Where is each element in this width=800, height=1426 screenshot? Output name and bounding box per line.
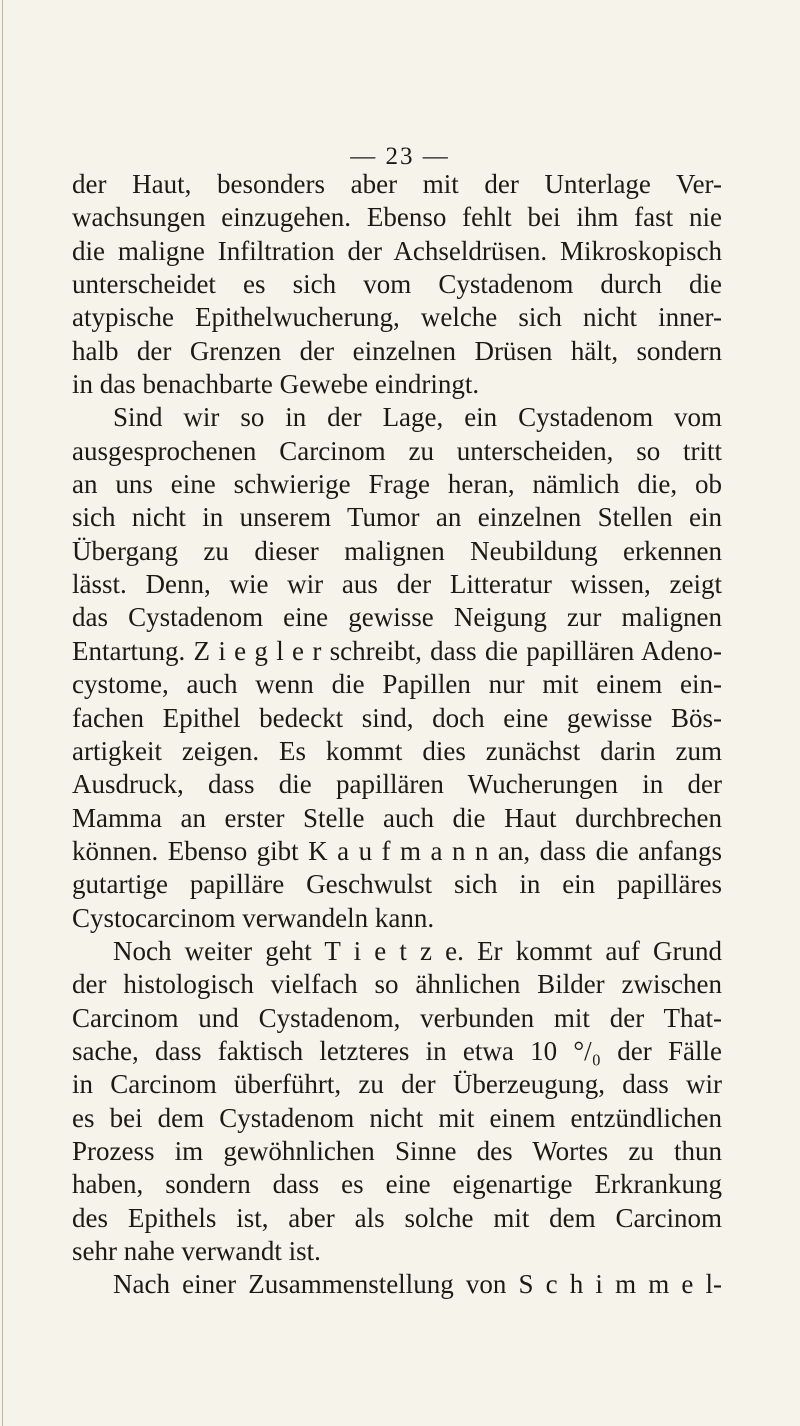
text-line: atypische Epithelwucherung, welche sich nicht inner- [72, 302, 722, 333]
text-line: wachsungen einzugehen. Ebenso fehlt bei ihm fast nie [72, 202, 722, 233]
text-line: Carcinom und Cystadenom, verbunden mit der That- [72, 1002, 722, 1033]
text-line: die maligne Infiltration der Achseldrüsen. Mikroskopisch [72, 235, 722, 266]
page-number: — 23 — [350, 143, 450, 170]
text-line: sich nicht in unserem Tumor an einzelnen Stellen ein [72, 502, 722, 533]
text-line: des Epithels ist, aber als solche mit dem Carcinom [72, 1202, 722, 1233]
text-line: in Carcinom überführt, zu der Überzeugung, dass wir [72, 1069, 722, 1100]
text-line: der histologisch vielfach so ähnlichen Bilder zwischen [72, 969, 722, 1000]
text-line: Sind wir so in der Lage, ein Cystadenom vom [113, 402, 722, 433]
text-line: können. Ebenso gibt K a u f m a n n an, dass die anfangs [72, 835, 722, 866]
text-line: artigkeit zeigen. Es kommt dies zunächst darin zum [72, 735, 722, 766]
text-line: fachen Epithel bedeckt sind, doch eine gewisse Bös- [72, 702, 722, 733]
text-line: Übergang zu dieser malignen Neubildung erkennen [72, 535, 722, 566]
text-line: Prozess im gewöhnlichen Sinne des Wortes zu thun [72, 1135, 722, 1166]
text-line: unterscheidet es sich vom Cystadenom durch die [72, 269, 722, 300]
text-line: das Cystadenom eine gewisse Neigung zur malignen [72, 602, 722, 633]
page-edge-rule [2, 0, 3, 1426]
text-line: es bei dem Cystadenom nicht mit einem entzündlichen [72, 1102, 722, 1133]
text-line: ausgesprochenen Carcinom zu unterscheiden, so tritt [72, 435, 722, 466]
text-line: Nach einer Zusammenstellung von S c h i m m e l- [113, 1269, 722, 1300]
text-line: Ausdruck, dass die papillären Wucherungen in der [72, 769, 722, 800]
text-line: sehr nahe verwandt ist. [72, 1236, 321, 1266]
text-line: sache, dass faktisch letzteres in etwa 10 °/₀ der Fälle [72, 1035, 722, 1066]
text-line: in das benachbarte Gewebe eindringt. [72, 369, 480, 400]
text-line: Noch weiter geht T i e t z e. Er kommt auf Grund [113, 935, 722, 966]
text-line: an uns eine schwierige Frage heran, nämlich die, ob [72, 469, 722, 500]
text-line: Cystocarcinom verwandeln kann. [72, 902, 435, 933]
text-line: Mamma an erster Stelle auch die Haut durchbrechen [72, 802, 722, 833]
text-line: haben, sondern dass es eine eigenartige Erkrankung [72, 1169, 722, 1200]
text-line: lässt. Denn, wie wir aus der Litteratur wissen, zeigt [72, 569, 722, 600]
text-line: gutartige papilläre Geschwulst sich in ein papilläres [72, 869, 722, 900]
text-line: cystome, auch wenn die Papillen nur mit einem ein- [72, 669, 722, 700]
text-line: halb der Grenzen der einzelnen Drüsen hält, sondern [72, 335, 722, 366]
text-line: der Haut, besonders aber mit der Unterlage Ver- [72, 169, 722, 199]
text-line: Entartung. Z i e g l e r schreibt, dass die papillären Adeno- [72, 635, 722, 666]
body-text [72, 168, 722, 1302]
